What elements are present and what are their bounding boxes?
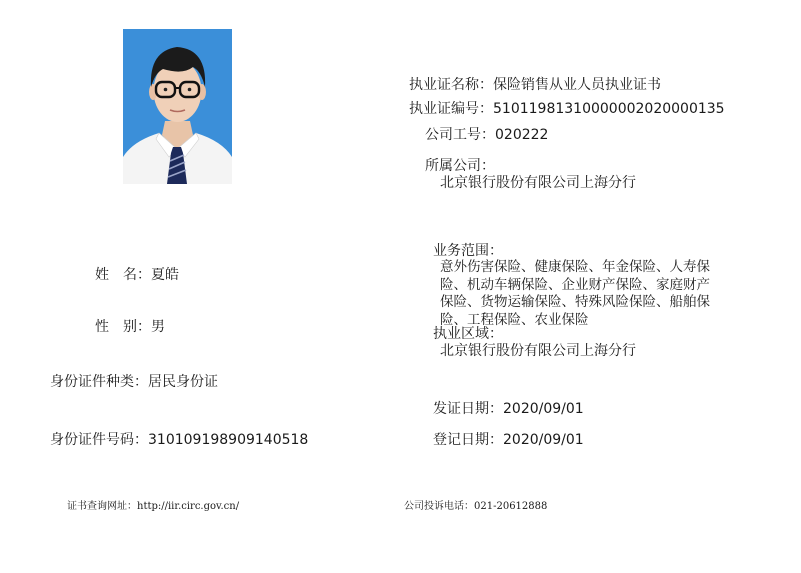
id-type-value: 居民身份证 <box>148 374 218 390</box>
business-scope-text <box>440 259 752 329</box>
region-label: 执业区域： <box>433 326 503 342</box>
complaint-phone-value: 021-20612888 <box>474 501 548 512</box>
id-number-value: 310109198909140518 <box>148 432 309 448</box>
issue-date-row <box>433 400 584 418</box>
portrait-photo <box>123 29 232 184</box>
person-gender-label: 性 别： <box>95 319 151 335</box>
register-date-row <box>433 431 584 449</box>
query-url-label: 证书查询网址： <box>67 501 137 512</box>
business-scope-label: 业务范围： <box>433 243 503 259</box>
license-number-row <box>409 100 725 118</box>
id-type-label: 身份证件种类： <box>50 374 148 390</box>
person-gender-row <box>95 318 165 336</box>
person-gender-value: 男 <box>151 319 165 335</box>
register-date-value: 2020/09/01 <box>503 432 584 448</box>
license-name-label: 执业证名称： <box>409 77 493 93</box>
region-value: 北京银行股份有限公司上海分行 <box>440 343 636 359</box>
license-name-row <box>409 76 661 94</box>
person-name-label: 姓 名： <box>95 267 151 283</box>
business-scope-line: 意外伤害保险、健康保险、年金保险、人寿保 <box>440 259 710 275</box>
complaint-phone-row <box>404 500 547 513</box>
business-scope-line: 保险、货物运输保险、特殊风险保险、船舶保 <box>440 294 710 310</box>
complaint-phone-label: 公司投诉电话： <box>404 501 474 512</box>
query-url-row <box>67 500 239 513</box>
company-value: 北京银行股份有限公司上海分行 <box>440 175 636 191</box>
id-type-row <box>50 373 218 391</box>
employee-id-row <box>425 126 548 144</box>
employee-id-label: 公司工号： <box>425 127 495 143</box>
person-name-value: 夏皓 <box>151 267 179 283</box>
register-date-label: 登记日期： <box>433 432 503 448</box>
license-name-value: 保险销售从业人员执业证书 <box>493 77 661 93</box>
issue-date-value: 2020/09/01 <box>503 401 584 417</box>
person-name-row <box>95 266 179 284</box>
id-number-label: 身份证件号码： <box>50 432 148 448</box>
query-url-link[interactable]: http://iir.circ.gov.cn/ <box>137 501 240 512</box>
business-scope-line: 险、工程保险、农业保险 <box>440 311 589 328</box>
employee-id-value: 020222 <box>495 127 549 143</box>
issue-date-label: 发证日期： <box>433 401 503 417</box>
license-number-value: 51011981310000002020000135 <box>493 101 725 117</box>
person-portrait-icon <box>123 29 232 184</box>
business-scope-line: 险、机动车辆保险、企业财产保险、家庭财产 <box>440 276 710 293</box>
license-number-label: 执业证编号： <box>409 101 493 117</box>
company-label: 所属公司： <box>425 158 495 174</box>
id-number-row <box>50 431 308 449</box>
